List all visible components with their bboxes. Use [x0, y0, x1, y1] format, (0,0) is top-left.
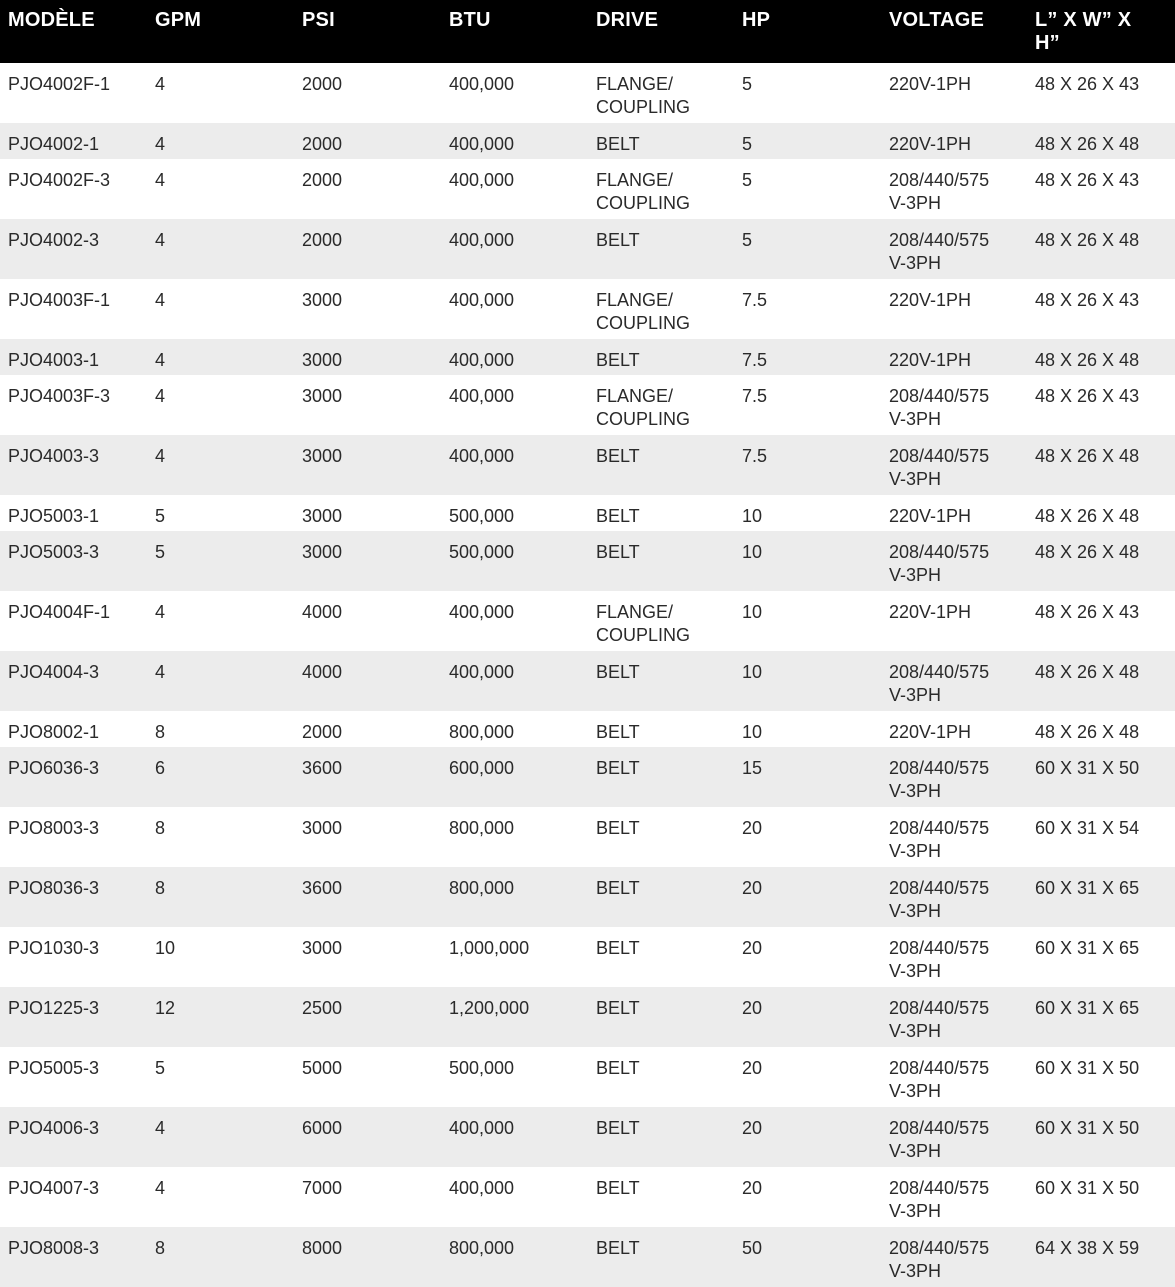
cell-drive: FLANGE/ COUPLING — [596, 170, 691, 213]
cell-gpm: 6 — [155, 758, 166, 778]
cell-psi: 7000 — [302, 1178, 343, 1198]
cell-btu: 800,000 — [449, 1238, 515, 1258]
table-body — [0, 63, 1175, 1287]
cell-model: PJO5005-3 — [8, 1058, 100, 1078]
cell-model: PJO4003F-1 — [8, 290, 111, 310]
cell-dimensions: 64 X 38 X 59 — [1035, 1238, 1140, 1258]
cell-hp: 10 — [742, 602, 763, 622]
table-row — [0, 711, 1175, 747]
cell-dimensions: 60 X 31 X 50 — [1035, 1178, 1140, 1198]
cell-psi: 3000 — [302, 386, 343, 406]
cell-voltage: 208/440/575 V-3PH — [889, 938, 990, 981]
cell-drive: BELT — [596, 446, 640, 466]
cell-model: PJO1030-3 — [8, 938, 100, 958]
cell-psi: 2000 — [302, 74, 343, 94]
cell-drive: BELT — [596, 758, 640, 778]
cell-hp: 7.5 — [742, 446, 768, 466]
cell-drive: FLANGE/ COUPLING — [596, 386, 691, 429]
header-drive: DRIVE — [596, 9, 659, 31]
cell-voltage: 208/440/575 V-3PH — [889, 542, 990, 585]
cell-drive: BELT — [596, 938, 640, 958]
cell-btu: 600,000 — [449, 758, 515, 778]
cell-hp: 10 — [742, 662, 763, 682]
cell-gpm: 4 — [155, 386, 166, 406]
cell-dimensions: 48 X 26 X 48 — [1035, 722, 1140, 742]
cell-drive: BELT — [596, 818, 640, 838]
cell-gpm: 5 — [155, 1058, 166, 1078]
table-row — [0, 435, 1175, 495]
table-row — [0, 867, 1175, 927]
cell-hp: 5 — [742, 134, 753, 154]
cell-dimensions: 48 X 26 X 43 — [1035, 386, 1140, 406]
cell-gpm: 8 — [155, 878, 166, 898]
cell-btu: 400,000 — [449, 350, 515, 370]
header-gpm: GPM — [155, 9, 202, 31]
cell-hp: 7.5 — [742, 350, 768, 370]
cell-hp: 20 — [742, 818, 763, 838]
cell-psi: 2500 — [302, 998, 343, 1018]
table-row — [0, 927, 1175, 987]
cell-voltage: 208/440/575 V-3PH — [889, 1058, 990, 1101]
cell-dimensions: 48 X 26 X 43 — [1035, 74, 1140, 94]
table-row — [0, 651, 1175, 711]
cell-model: PJO8003-3 — [8, 818, 100, 838]
cell-btu: 400,000 — [449, 386, 515, 406]
cell-voltage: 220V-1PH — [889, 722, 972, 742]
cell-dimensions: 60 X 31 X 54 — [1035, 818, 1140, 838]
cell-gpm: 12 — [155, 998, 176, 1018]
cell-drive: FLANGE/ COUPLING — [596, 290, 691, 333]
cell-model: PJO4004-3 — [8, 662, 100, 682]
header-hp: HP — [742, 9, 771, 31]
cell-dimensions: 48 X 26 X 48 — [1035, 134, 1140, 154]
cell-dimensions: 48 X 26 X 43 — [1035, 602, 1140, 622]
cell-model: PJO8036-3 — [8, 878, 100, 898]
cell-gpm: 4 — [155, 1118, 166, 1138]
cell-model: PJO5003-1 — [8, 506, 100, 526]
cell-btu: 400,000 — [449, 1178, 515, 1198]
cell-model: PJO6036-3 — [8, 758, 100, 778]
cell-drive: BELT — [596, 662, 640, 682]
cell-gpm: 4 — [155, 446, 166, 466]
cell-btu: 800,000 — [449, 818, 515, 838]
cell-voltage: 208/440/575 V-3PH — [889, 818, 990, 861]
table-row — [0, 279, 1175, 339]
header-row — [0, 0, 1175, 63]
cell-drive: BELT — [596, 1118, 640, 1138]
cell-hp: 5 — [742, 170, 753, 190]
table-header — [0, 0, 1175, 63]
cell-hp: 10 — [742, 542, 763, 562]
cell-dimensions: 60 X 31 X 65 — [1035, 878, 1140, 898]
cell-btu: 800,000 — [449, 722, 515, 742]
cell-btu: 500,000 — [449, 506, 515, 526]
cell-dimensions: 60 X 31 X 65 — [1035, 938, 1140, 958]
cell-model: PJO4007-3 — [8, 1178, 100, 1198]
cell-gpm: 5 — [155, 506, 166, 526]
cell-hp: 20 — [742, 1178, 763, 1198]
cell-voltage: 220V-1PH — [889, 290, 972, 310]
cell-drive: BELT — [596, 722, 640, 742]
cell-psi: 2000 — [302, 170, 343, 190]
cell-gpm: 4 — [155, 662, 166, 682]
cell-psi: 8000 — [302, 1238, 343, 1258]
cell-model: PJO4002-3 — [8, 230, 100, 250]
header-voltage: VOLTAGE — [889, 9, 985, 31]
cell-model: PJO4003-3 — [8, 446, 100, 466]
cell-psi: 4000 — [302, 602, 343, 622]
cell-gpm: 4 — [155, 1178, 166, 1198]
cell-btu: 400,000 — [449, 662, 515, 682]
cell-model: PJO4003-1 — [8, 350, 100, 370]
header-btu: BTU — [449, 9, 491, 31]
table-row — [0, 159, 1175, 219]
cell-gpm: 4 — [155, 350, 166, 370]
table-row — [0, 807, 1175, 867]
cell-voltage: 208/440/575 V-3PH — [889, 1118, 990, 1161]
table-row — [0, 531, 1175, 591]
cell-voltage: 208/440/575 V-3PH — [889, 662, 990, 705]
cell-btu: 400,000 — [449, 602, 515, 622]
cell-voltage: 208/440/575 V-3PH — [889, 1178, 990, 1221]
cell-btu: 500,000 — [449, 542, 515, 562]
cell-drive: BELT — [596, 230, 640, 250]
cell-psi: 6000 — [302, 1118, 343, 1138]
cell-dimensions: 48 X 26 X 48 — [1035, 446, 1140, 466]
cell-drive: BELT — [596, 998, 640, 1018]
table-row — [0, 747, 1175, 807]
cell-voltage: 208/440/575 V-3PH — [889, 230, 990, 273]
cell-dimensions: 48 X 26 X 48 — [1035, 230, 1140, 250]
table-row — [0, 1107, 1175, 1167]
cell-dimensions: 48 X 26 X 48 — [1035, 350, 1140, 370]
cell-psi: 2000 — [302, 722, 343, 742]
cell-gpm: 5 — [155, 542, 166, 562]
table-row — [0, 219, 1175, 279]
cell-hp: 20 — [742, 1058, 763, 1078]
cell-gpm: 4 — [155, 290, 166, 310]
cell-psi: 3000 — [302, 350, 343, 370]
cell-hp: 5 — [742, 74, 753, 94]
cell-psi: 3000 — [302, 446, 343, 466]
cell-psi: 3000 — [302, 506, 343, 526]
cell-model: PJO8002-1 — [8, 722, 100, 742]
cell-psi: 2000 — [302, 134, 343, 154]
cell-model: PJO4004F-1 — [8, 602, 111, 622]
cell-dimensions: 48 X 26 X 43 — [1035, 170, 1140, 190]
cell-drive: BELT — [596, 134, 640, 154]
cell-model: PJO8008-3 — [8, 1238, 100, 1258]
cell-gpm: 8 — [155, 1238, 166, 1258]
table-row — [0, 495, 1175, 531]
cell-hp: 15 — [742, 758, 763, 778]
cell-hp: 5 — [742, 230, 753, 250]
cell-dimensions: 60 X 31 X 50 — [1035, 1058, 1140, 1078]
table-row — [0, 1167, 1175, 1227]
table-row — [0, 1047, 1175, 1107]
cell-voltage: 208/440/575 V-3PH — [889, 446, 990, 489]
cell-gpm: 8 — [155, 722, 166, 742]
cell-hp: 20 — [742, 878, 763, 898]
cell-gpm: 4 — [155, 230, 166, 250]
table-row — [0, 63, 1175, 123]
cell-btu: 500,000 — [449, 1058, 515, 1078]
cell-voltage: 208/440/575 V-3PH — [889, 1238, 990, 1281]
cell-hp: 10 — [742, 722, 763, 742]
cell-model: PJO4002F-1 — [8, 74, 111, 94]
table-row — [0, 123, 1175, 159]
cell-btu: 400,000 — [449, 290, 515, 310]
cell-dimensions: 60 X 31 X 65 — [1035, 998, 1140, 1018]
cell-btu: 1,000,000 — [449, 938, 530, 958]
cell-dimensions: 60 X 31 X 50 — [1035, 1118, 1140, 1138]
table-row — [0, 987, 1175, 1047]
cell-btu: 400,000 — [449, 170, 515, 190]
cell-model: PJO1225-3 — [8, 998, 100, 1018]
cell-btu: 800,000 — [449, 878, 515, 898]
cell-psi: 5000 — [302, 1058, 343, 1078]
cell-psi: 4000 — [302, 662, 343, 682]
cell-gpm: 4 — [155, 134, 166, 154]
header-psi: PSI — [302, 9, 335, 31]
cell-dimensions: 48 X 26 X 48 — [1035, 542, 1140, 562]
cell-psi: 3000 — [302, 818, 343, 838]
cell-drive: BELT — [596, 506, 640, 526]
cell-gpm: 4 — [155, 170, 166, 190]
cell-hp: 7.5 — [742, 290, 768, 310]
cell-voltage: 208/440/575 V-3PH — [889, 170, 990, 213]
cell-drive: FLANGE/ COUPLING — [596, 74, 691, 117]
cell-drive: FLANGE/ COUPLING — [596, 602, 691, 645]
cell-hp: 20 — [742, 998, 763, 1018]
cell-model: PJO4002F-3 — [8, 170, 111, 190]
cell-drive: BELT — [596, 1238, 640, 1258]
cell-psi: 3000 — [302, 938, 343, 958]
cell-psi: 3000 — [302, 290, 343, 310]
cell-btu: 400,000 — [449, 230, 515, 250]
cell-voltage: 208/440/575 V-3PH — [889, 878, 990, 921]
cell-dimensions: 48 X 26 X 43 — [1035, 290, 1140, 310]
cell-voltage: 220V-1PH — [889, 350, 972, 370]
cell-gpm: 8 — [155, 818, 166, 838]
cell-voltage: 220V-1PH — [889, 74, 972, 94]
cell-drive: BELT — [596, 542, 640, 562]
table-row — [0, 339, 1175, 375]
cell-drive: BELT — [596, 1058, 640, 1078]
cell-hp: 10 — [742, 506, 763, 526]
cell-voltage: 208/440/575 V-3PH — [889, 998, 990, 1041]
cell-psi: 3000 — [302, 542, 343, 562]
cell-model: PJO5003-3 — [8, 542, 100, 562]
cell-btu: 400,000 — [449, 446, 515, 466]
cell-dimensions: 48 X 26 X 48 — [1035, 506, 1140, 526]
cell-psi: 3600 — [302, 878, 343, 898]
cell-hp: 20 — [742, 938, 763, 958]
cell-voltage: 220V-1PH — [889, 134, 972, 154]
cell-hp: 7.5 — [742, 386, 768, 406]
cell-model: PJO4006-3 — [8, 1118, 100, 1138]
cell-drive: BELT — [596, 1178, 640, 1198]
cell-dimensions: 48 X 26 X 48 — [1035, 662, 1140, 682]
cell-dimensions: 60 X 31 X 50 — [1035, 758, 1140, 778]
cell-btu: 1,200,000 — [449, 998, 530, 1018]
table-row — [0, 591, 1175, 651]
cell-voltage: 208/440/575 V-3PH — [889, 386, 990, 429]
header-dimensions: L” X W” X H” — [1035, 9, 1132, 54]
cell-gpm: 4 — [155, 74, 166, 94]
cell-model: PJO4002-1 — [8, 134, 100, 154]
table-row — [0, 1227, 1175, 1287]
cell-voltage: 220V-1PH — [889, 602, 972, 622]
cell-btu: 400,000 — [449, 134, 515, 154]
cell-btu: 400,000 — [449, 74, 515, 94]
cell-gpm: 4 — [155, 602, 166, 622]
cell-gpm: 10 — [155, 938, 176, 958]
cell-psi: 2000 — [302, 230, 343, 250]
cell-drive: BELT — [596, 350, 640, 370]
cell-psi: 3600 — [302, 758, 343, 778]
table-row — [0, 375, 1175, 435]
cell-btu: 400,000 — [449, 1118, 515, 1138]
cell-voltage: 220V-1PH — [889, 506, 972, 526]
cell-model: PJO4003F-3 — [8, 386, 111, 406]
cell-hp: 50 — [742, 1238, 763, 1258]
cell-voltage: 208/440/575 V-3PH — [889, 758, 990, 801]
cell-drive: BELT — [596, 878, 640, 898]
cell-hp: 20 — [742, 1118, 763, 1138]
header-model: MODÈLE — [8, 9, 95, 31]
